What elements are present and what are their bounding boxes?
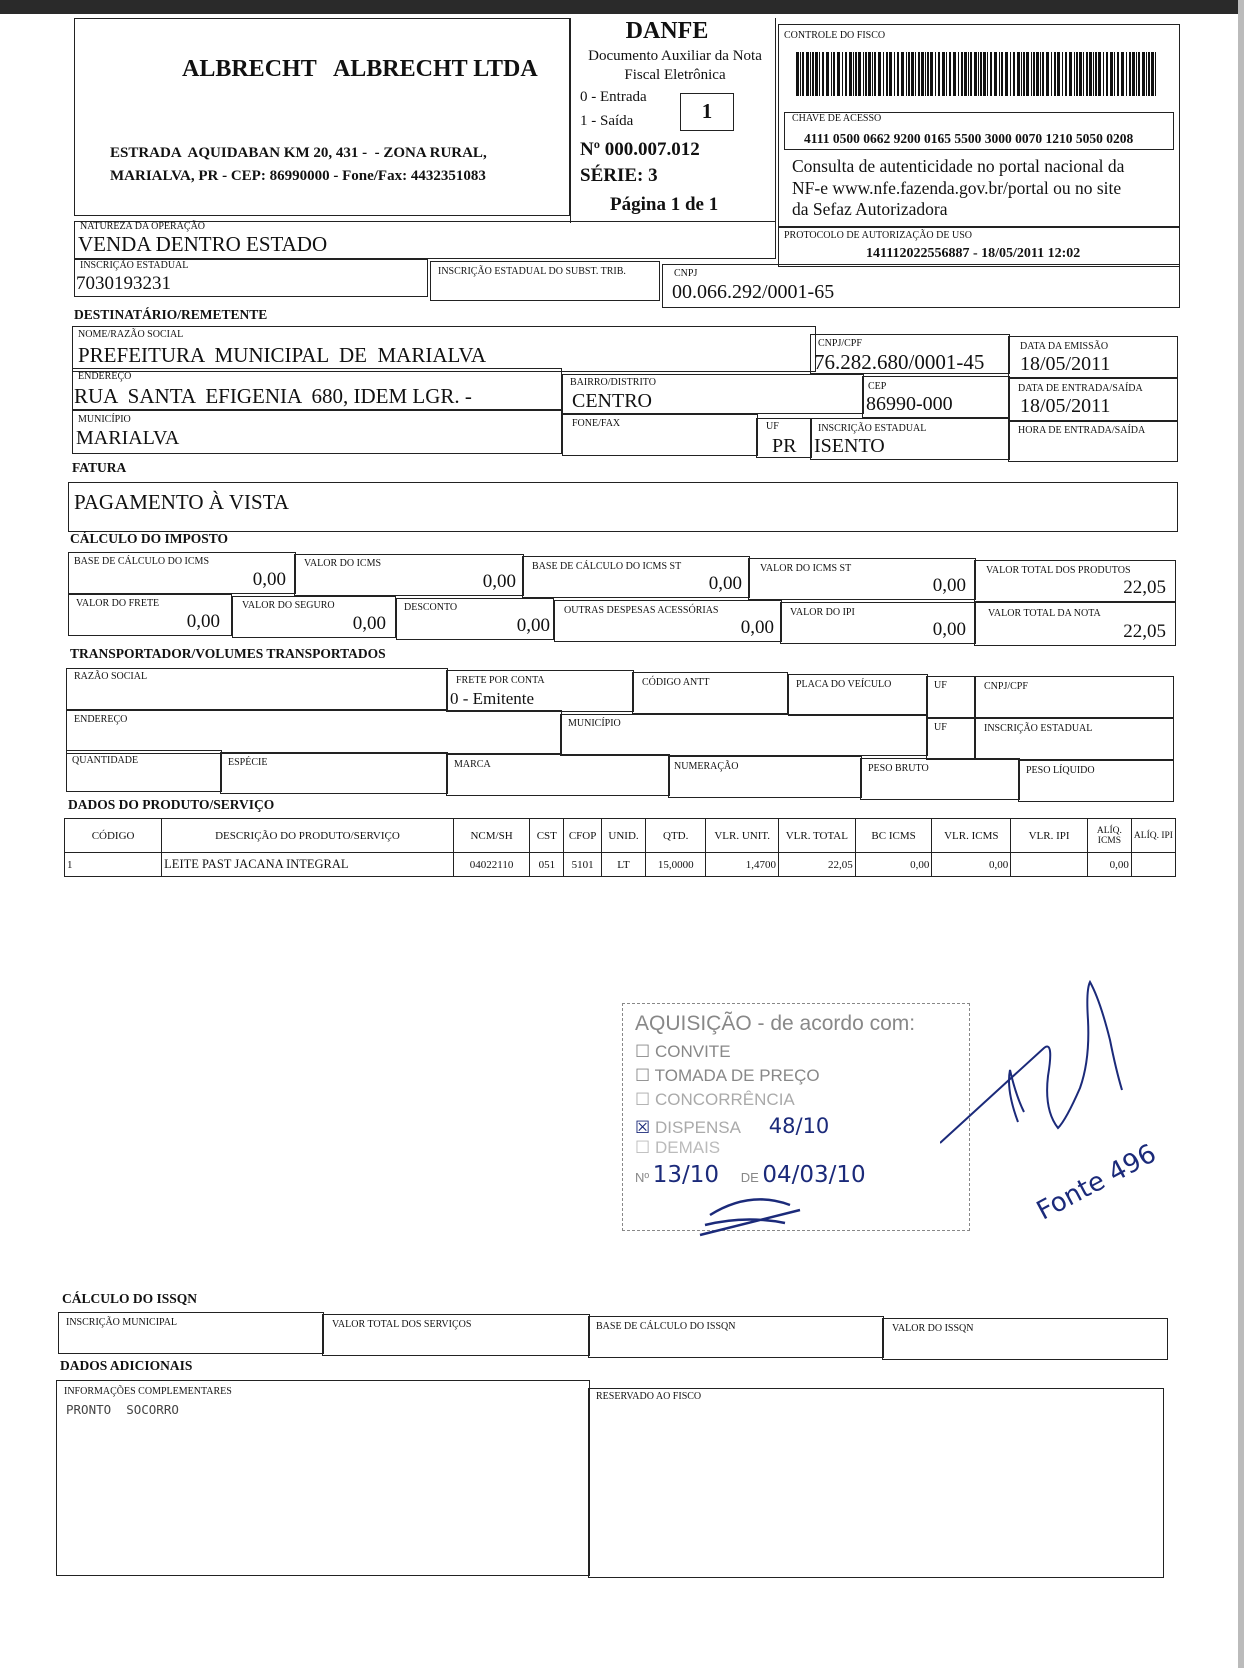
barcode-bar xyxy=(872,52,873,96)
base-icms-label: BASE DE CÁLCULO DO ICMS xyxy=(74,556,210,567)
barcode-bar xyxy=(921,52,924,96)
produtos-section: DADOS DO PRODUTO/SERVIÇO xyxy=(68,797,275,812)
danfe-numero: Nº 000.007.012 xyxy=(580,139,700,160)
barcode-bar xyxy=(1132,52,1135,96)
header-cell: VLR. ICMS xyxy=(932,819,1011,853)
stamp-option-tomada: ☐ TOMADA DE PREÇO xyxy=(635,1066,820,1085)
row-cell-qtd: 15,0000 xyxy=(646,853,706,877)
barcode-bar xyxy=(938,52,940,96)
danfe-title: DANFE xyxy=(625,18,709,44)
desconto-value: 0,00 xyxy=(516,615,550,636)
header-cell: CFOP xyxy=(564,819,602,853)
row-cell-codigo: 1 xyxy=(65,853,162,877)
transp-endereco-box xyxy=(66,710,562,754)
row-cell-vlr-icms: 0,00 xyxy=(932,853,1011,877)
transp-numeracao-label: NUMERAÇÃO xyxy=(674,761,739,772)
barcode-bar xyxy=(874,52,876,96)
header-cell: DESCRIÇÃO DO PRODUTO/SERVIÇO xyxy=(162,819,454,853)
danfe-saida: 1 - Saída xyxy=(580,113,634,129)
barcode-bar xyxy=(1095,52,1097,96)
barcode-bar xyxy=(1031,52,1032,96)
transp-razao-label: RAZÃO SOCIAL xyxy=(74,671,148,682)
valor-icms-label: VALOR DO ICMS xyxy=(304,558,382,569)
product-table xyxy=(64,818,1176,877)
scan-edge-right xyxy=(1238,0,1244,1668)
emitente-address-1: ESTRADA AQUIDABAN KM 20, 431 - - ZONA RURAL, xyxy=(110,145,487,161)
barcode-bar xyxy=(906,52,907,96)
barcode-bar xyxy=(915,52,916,96)
barcode-bar xyxy=(855,52,857,96)
barcode-bar xyxy=(1114,52,1115,96)
issqn-im-label: INSCRIÇÃO MUNICIPAL xyxy=(66,1317,178,1328)
barcode-bar xyxy=(1106,52,1108,96)
cnpj-emit-value: 00.066.292/0001-65 xyxy=(672,281,835,303)
dest-municipio-value: MARIALVA xyxy=(76,427,180,449)
dest-cnpj-value: 76.282.680/0001-45 xyxy=(814,350,985,374)
stamp-data: 04/03/10 xyxy=(762,1162,866,1188)
barcode-bar xyxy=(812,52,814,96)
barcode-bar xyxy=(990,52,992,96)
natureza-value: VENDA DENTRO ESTADO xyxy=(78,232,328,256)
stamp-option-demais: ☐ DEMAIS xyxy=(635,1138,721,1157)
barcode-bar xyxy=(925,52,926,96)
stamp-title: AQUISIÇÃO - de acordo com: xyxy=(635,1012,916,1035)
transp-endereco-label: ENDEREÇO xyxy=(74,714,128,725)
barcode-bar xyxy=(964,52,967,96)
handwritten-note: Fonte 496 xyxy=(1032,1138,1162,1227)
stamp-signature xyxy=(690,1185,810,1245)
reservado-fisco-label: RESERVADO AO FISCO xyxy=(596,1391,702,1402)
barcode-bar xyxy=(826,52,829,96)
row-cell-bc-icms: 0,00 xyxy=(855,853,932,877)
reservado-fisco-box xyxy=(588,1388,1164,1578)
barcode-bar xyxy=(1136,52,1137,96)
barcode-bar xyxy=(853,52,854,96)
header-cell: BC ICMS xyxy=(855,819,932,853)
danfe-entrada: 0 - Entrada xyxy=(580,89,647,105)
row-cell-cfop: 5101 xyxy=(564,853,602,877)
base-st-label: BASE DE CÁLCULO DO ICMS ST xyxy=(532,561,682,572)
barcode-bar xyxy=(1110,52,1113,96)
barcode-bar xyxy=(863,52,864,96)
barcode-bar xyxy=(1142,52,1145,96)
header-cell: VLR. UNIT. xyxy=(706,819,779,853)
total-prod-label: VALOR TOTAL DOS PRODUTOS xyxy=(986,565,1131,576)
emitente-box xyxy=(74,18,570,216)
table-row xyxy=(65,853,1176,877)
transp-cnpj-label: CNPJ/CPF xyxy=(984,681,1028,692)
barcode-bar xyxy=(897,52,899,96)
dest-endereco-value: RUA SANTA EFIGENIA 680, IDEM LGR. - xyxy=(74,384,472,408)
barcode-bar xyxy=(1089,52,1092,96)
outras-value: 0,00 xyxy=(740,617,774,638)
imposto-section: CÁLCULO DO IMPOSTO xyxy=(70,531,229,546)
ie-value: 7030193231 xyxy=(76,273,171,294)
info-complementares-label: INFORMAÇÕES COMPLEMENTARES xyxy=(64,1386,232,1397)
dest-cep-value: 86990-000 xyxy=(866,393,953,415)
danfe-subtitle-2: Fiscal Eletrônica xyxy=(624,67,726,83)
dest-entrada-label: DATA DE ENTRADA/SAÍDA xyxy=(1018,383,1143,394)
issqn-section: CÁLCULO DO ISSQN xyxy=(62,1291,198,1306)
info-complementares-value: PRONTO SOCORRO xyxy=(66,1402,179,1417)
base-st-value: 0,00 xyxy=(708,573,742,594)
stamp-option-convite: ☐ CONVITE xyxy=(635,1042,731,1061)
danfe-serie: SÉRIE: 3 xyxy=(580,165,658,186)
barcode-bar xyxy=(815,52,818,96)
natureza-label: NATUREZA DA OPERAÇÃO xyxy=(80,221,206,232)
barcode-bar xyxy=(1001,52,1003,96)
dest-fone-label: FONE/FAX xyxy=(572,418,621,429)
transp-peso-bruto-label: PESO BRUTO xyxy=(868,763,929,774)
chave-label: CHAVE DE ACESSO xyxy=(792,113,882,124)
transp-peso-liquido-label: PESO LÍQUIDO xyxy=(1026,765,1095,776)
barcode-bar xyxy=(1040,52,1041,96)
row-cell-vlr-ipi xyxy=(1011,853,1088,877)
barcode-bar xyxy=(901,52,904,96)
row-cell-ncm: 04022110 xyxy=(453,853,530,877)
dest-cep-label: CEP xyxy=(868,381,887,392)
barcode-bar xyxy=(958,52,959,96)
dest-bairro-value: CENTRO xyxy=(572,390,652,412)
barcode-bar xyxy=(1148,52,1150,96)
transp-frete-label: FRETE POR CONTA xyxy=(456,675,545,686)
barcode-bar xyxy=(978,52,979,96)
transp-municipio-label: MUNICÍPIO xyxy=(568,718,621,729)
fatura-value: PAGAMENTO À VISTA xyxy=(74,490,289,514)
transp-placa-label: PLACA DO VEÍCULO xyxy=(796,679,892,690)
header-cell: VLR. TOTAL xyxy=(778,819,855,853)
barcode-bar xyxy=(968,52,969,96)
barcode-bar xyxy=(883,52,884,96)
barcode-bar xyxy=(1021,52,1022,96)
dest-bairro-label: BAIRRO/DISTRITO xyxy=(570,377,656,388)
seguro-label: VALOR DO SEGURO xyxy=(242,600,335,611)
stamp-numero-prefix: Nº xyxy=(635,1170,650,1185)
barcode-bar xyxy=(918,52,920,96)
barcode-bar xyxy=(800,52,801,96)
barcode-bar xyxy=(949,52,951,96)
barcode-bar xyxy=(1093,52,1094,96)
ipi-value: 0,00 xyxy=(932,619,966,640)
danfe-subtitle-1: Documento Auxiliar da Nota xyxy=(588,48,762,64)
barcode-bar xyxy=(806,52,809,96)
stamp-option-dispensa xyxy=(635,1114,829,1138)
barcode-bar xyxy=(1121,52,1124,96)
dest-entrada-value: 18/05/2011 xyxy=(1020,395,1111,417)
barcode-bar xyxy=(837,52,840,96)
transp-frete-value: 0 - Emitente xyxy=(450,689,535,708)
dest-uf-label: UF xyxy=(766,421,779,432)
barcode-bar xyxy=(1126,52,1127,96)
dest-hora-label: HORA DE ENTRADA/SAÍDA xyxy=(1018,425,1146,436)
barcode-bar xyxy=(1042,52,1044,96)
frete-label: VALOR DO FRETE xyxy=(76,598,160,609)
protocolo-label: PROTOCOLO DE AUTORIZAÇÃO DE USO xyxy=(784,230,972,241)
barcode-bar xyxy=(994,52,997,96)
barcode-bar xyxy=(930,52,933,96)
transportador-section: TRANSPORTADOR/VOLUMES TRANSPORTADOS xyxy=(70,646,386,661)
outras-label: OUTRAS DESPESAS ACESSÓRIAS xyxy=(564,605,719,616)
barcode-bar xyxy=(1151,52,1154,96)
barcode-bar xyxy=(868,52,871,96)
dest-uf-value: PR xyxy=(772,435,797,457)
barcode-bar xyxy=(1054,52,1056,96)
header-cell: NCM/SH xyxy=(453,819,530,853)
transp-marca-label: MARCA xyxy=(454,759,491,770)
barcode-bar xyxy=(886,52,888,96)
stamp-option-label: CONVITE xyxy=(654,1042,731,1061)
barcode-bar xyxy=(858,52,861,96)
row-cell-vlr-unit: 1,4700 xyxy=(706,853,779,877)
row-cell-descricao: LEITE PAST JACANA INTEGRAL xyxy=(162,853,454,877)
barcode-bar xyxy=(1117,52,1119,96)
barcode-bar xyxy=(1036,52,1039,96)
barcode-bar xyxy=(1057,52,1060,96)
barcode-bar xyxy=(1155,52,1156,96)
check-mark-icon: ☒ xyxy=(635,1118,651,1138)
scan-edge xyxy=(0,0,1244,14)
transp-especie-label: ESPÉCIE xyxy=(228,757,268,768)
dest-emissao-label: DATA DA EMISSÃO xyxy=(1020,341,1109,352)
barcode-bar xyxy=(1098,52,1101,96)
fatura-section: FATURA xyxy=(72,460,127,475)
header-cell: QTD. xyxy=(646,819,706,853)
chave-acesso: 4111 0500 0662 9200 0165 5500 3000 0070 1210 5050 0208 xyxy=(804,131,1134,146)
header-cell: CÓDIGO xyxy=(65,819,162,853)
total-nota-label: VALOR TOTAL DA NOTA xyxy=(988,608,1101,619)
transp-ie-label: INSCRIÇÃO ESTADUAL xyxy=(984,723,1093,734)
row-cell-aliq-ipi xyxy=(1131,853,1175,877)
barcode-bar xyxy=(1065,52,1067,96)
destinatario-section: DESTINATÁRIO/REMETENTE xyxy=(74,307,268,322)
barcode-bar xyxy=(1046,52,1049,96)
desconto-label: DESCONTO xyxy=(404,602,458,613)
stamp-option-label: DISPENSA xyxy=(654,1118,741,1137)
valor-st-value: 0,00 xyxy=(932,575,966,596)
barcode-bar xyxy=(819,52,820,96)
barcode-bar xyxy=(970,52,972,96)
ipi-label: VALOR DO IPI xyxy=(790,607,855,618)
seguro-value: 0,00 xyxy=(352,613,386,634)
barcode-bar xyxy=(908,52,910,96)
barcode-bar xyxy=(822,52,824,96)
barcode-bar xyxy=(927,52,929,96)
barcode-bar xyxy=(953,52,956,96)
barcode-bar xyxy=(1026,52,1029,96)
barcode-bar xyxy=(1017,52,1020,96)
barcode-bar xyxy=(983,52,986,96)
header-cell: ALÍQ. IPI xyxy=(1131,819,1175,853)
stamp-option-label: TOMADA DE PREÇO xyxy=(654,1066,820,1085)
barcode-bar xyxy=(1129,52,1131,96)
barcode-bar xyxy=(987,52,988,96)
barcode xyxy=(796,52,1162,96)
transp-quantidade-label: QUANTIDADE xyxy=(72,755,139,766)
barcode-bar xyxy=(980,52,982,96)
barcode-bar xyxy=(1083,52,1084,96)
barcode-bar xyxy=(911,52,914,96)
barcode-bar xyxy=(1103,52,1104,96)
header-cell: VLR. IPI xyxy=(1011,819,1088,853)
issqn-valor-label: VALOR DO ISSQN xyxy=(892,1323,974,1334)
barcode-bar xyxy=(802,52,804,96)
barcode-bar xyxy=(894,52,895,96)
barcode-bar xyxy=(1076,52,1078,96)
transp-antt-label: CÓDIGO ANTT xyxy=(642,677,710,688)
dest-endereco-label: ENDEREÇO xyxy=(78,371,132,382)
product-header-row xyxy=(65,819,1176,853)
barcode-bar xyxy=(831,52,832,96)
barcode-bar xyxy=(935,52,936,96)
barcode-bar xyxy=(1051,52,1052,96)
barcode-bar xyxy=(974,52,977,96)
barcode-bar xyxy=(865,52,867,96)
barcode-bar xyxy=(946,52,947,96)
cnpj-emit-label: CNPJ xyxy=(674,268,698,279)
barcode-bar xyxy=(942,52,945,96)
valor-st-label: VALOR DO ICMS ST xyxy=(760,563,852,574)
barcode-bar xyxy=(833,52,835,96)
header-cell: CST xyxy=(530,819,564,853)
stamp-option-label: DEMAIS xyxy=(654,1138,721,1157)
barcode-bar xyxy=(1069,52,1072,96)
barcode-bar xyxy=(810,52,811,96)
controle-fisco-label: CONTROLE DO FISCO xyxy=(784,30,886,41)
ie-st-label: INSCRIÇÃO ESTADUAL DO SUBST. TRIB. xyxy=(438,266,626,277)
dest-ie-label: INSCRIÇÃO ESTADUAL xyxy=(818,423,927,434)
barcode-bar xyxy=(1086,52,1088,96)
barcode-bar xyxy=(1146,52,1147,96)
emitente-address-2: MARIALVA, PR - CEP: 86990000 - Fone/Fax: 4432351083 xyxy=(110,168,486,184)
barcode-bar xyxy=(1138,52,1140,96)
barcode-bar xyxy=(961,52,963,96)
row-cell-unid: LT xyxy=(602,853,646,877)
dest-municipio-label: MUNICÍPIO xyxy=(78,414,131,425)
adicionais-section: DADOS ADICIONAIS xyxy=(60,1358,193,1373)
transp-uf2-label: UF xyxy=(934,722,947,733)
barcode-bar xyxy=(842,52,843,96)
barcode-bar xyxy=(845,52,847,96)
barcode-bar xyxy=(796,52,799,96)
dest-emissao-value: 18/05/2011 xyxy=(1020,353,1111,375)
row-cell-cst: 051 xyxy=(530,853,564,877)
ie-label: INSCRIÇÃO ESTADUAL xyxy=(80,260,189,271)
header-cell: ALÍQ. ICMS xyxy=(1087,819,1131,853)
consulta-line-1: Consulta de autenticidade no portal nacional da xyxy=(792,156,1125,176)
stamp-option-concorrencia: ☐ CONCORRÊNCIA xyxy=(635,1090,795,1109)
barcode-bar xyxy=(1023,52,1025,96)
protocolo-value: 141112022556887 - 18/05/2011 12:02 xyxy=(866,246,1081,261)
danfe-pagina: Página 1 de 1 xyxy=(610,194,719,215)
barcode-bar xyxy=(1005,52,1008,96)
stamp-dispensa-number: 48/10 xyxy=(768,1114,830,1138)
barcode-bar xyxy=(878,52,881,96)
consulta-line-2: NF-e www.nfe.fazenda.gov.br/portal ou no site xyxy=(792,178,1122,198)
total-nota-value: 22,05 xyxy=(1123,621,1166,642)
valor-icms-value: 0,00 xyxy=(482,571,516,592)
dest-nome-label: NOME/RAZÃO SOCIAL xyxy=(78,329,184,340)
header-cell: UNID. xyxy=(602,819,646,853)
barcode-bar xyxy=(1033,52,1035,96)
issqn-base-label: BASE DE CÁLCULO DO ISSQN xyxy=(596,1321,736,1332)
stamp-de: DE xyxy=(740,1170,759,1185)
barcode-bar xyxy=(999,52,1000,96)
barcode-bar xyxy=(1062,52,1063,96)
danfe-tipo: 1 xyxy=(701,99,713,123)
barcode-bar xyxy=(849,52,852,96)
base-icms-value: 0,00 xyxy=(252,569,286,590)
stamp-numero: 13/10 xyxy=(652,1162,720,1188)
dest-cnpj-label: CNPJ/CPF xyxy=(818,338,862,349)
consulta-line-3: da Sefaz Autorizadora xyxy=(792,199,948,219)
barcode-bar xyxy=(889,52,892,96)
stamp-option-label: CONCORRÊNCIA xyxy=(654,1090,795,1109)
frete-value: 0,00 xyxy=(186,611,220,632)
barcode-bar xyxy=(1079,52,1082,96)
total-prod-value: 22,05 xyxy=(1123,577,1166,598)
barcode-bar xyxy=(1013,52,1015,96)
row-cell-aliq-icms: 0,00 xyxy=(1087,853,1131,877)
row-cell-vlr-total: 22,05 xyxy=(778,853,855,877)
dest-ie-value: ISENTO xyxy=(814,435,885,457)
barcode-bar xyxy=(1010,52,1011,96)
barcode-bar xyxy=(1074,52,1075,96)
emitente-name: ALBRECHT ALBRECHT LTDA xyxy=(182,56,538,82)
transp-uf-label: UF xyxy=(934,680,947,691)
issqn-servicos-label: VALOR TOTAL DOS SERVIÇOS xyxy=(332,1319,472,1330)
dest-nome-value: PREFEITURA MUNICIPAL DE MARIALVA xyxy=(78,343,487,367)
